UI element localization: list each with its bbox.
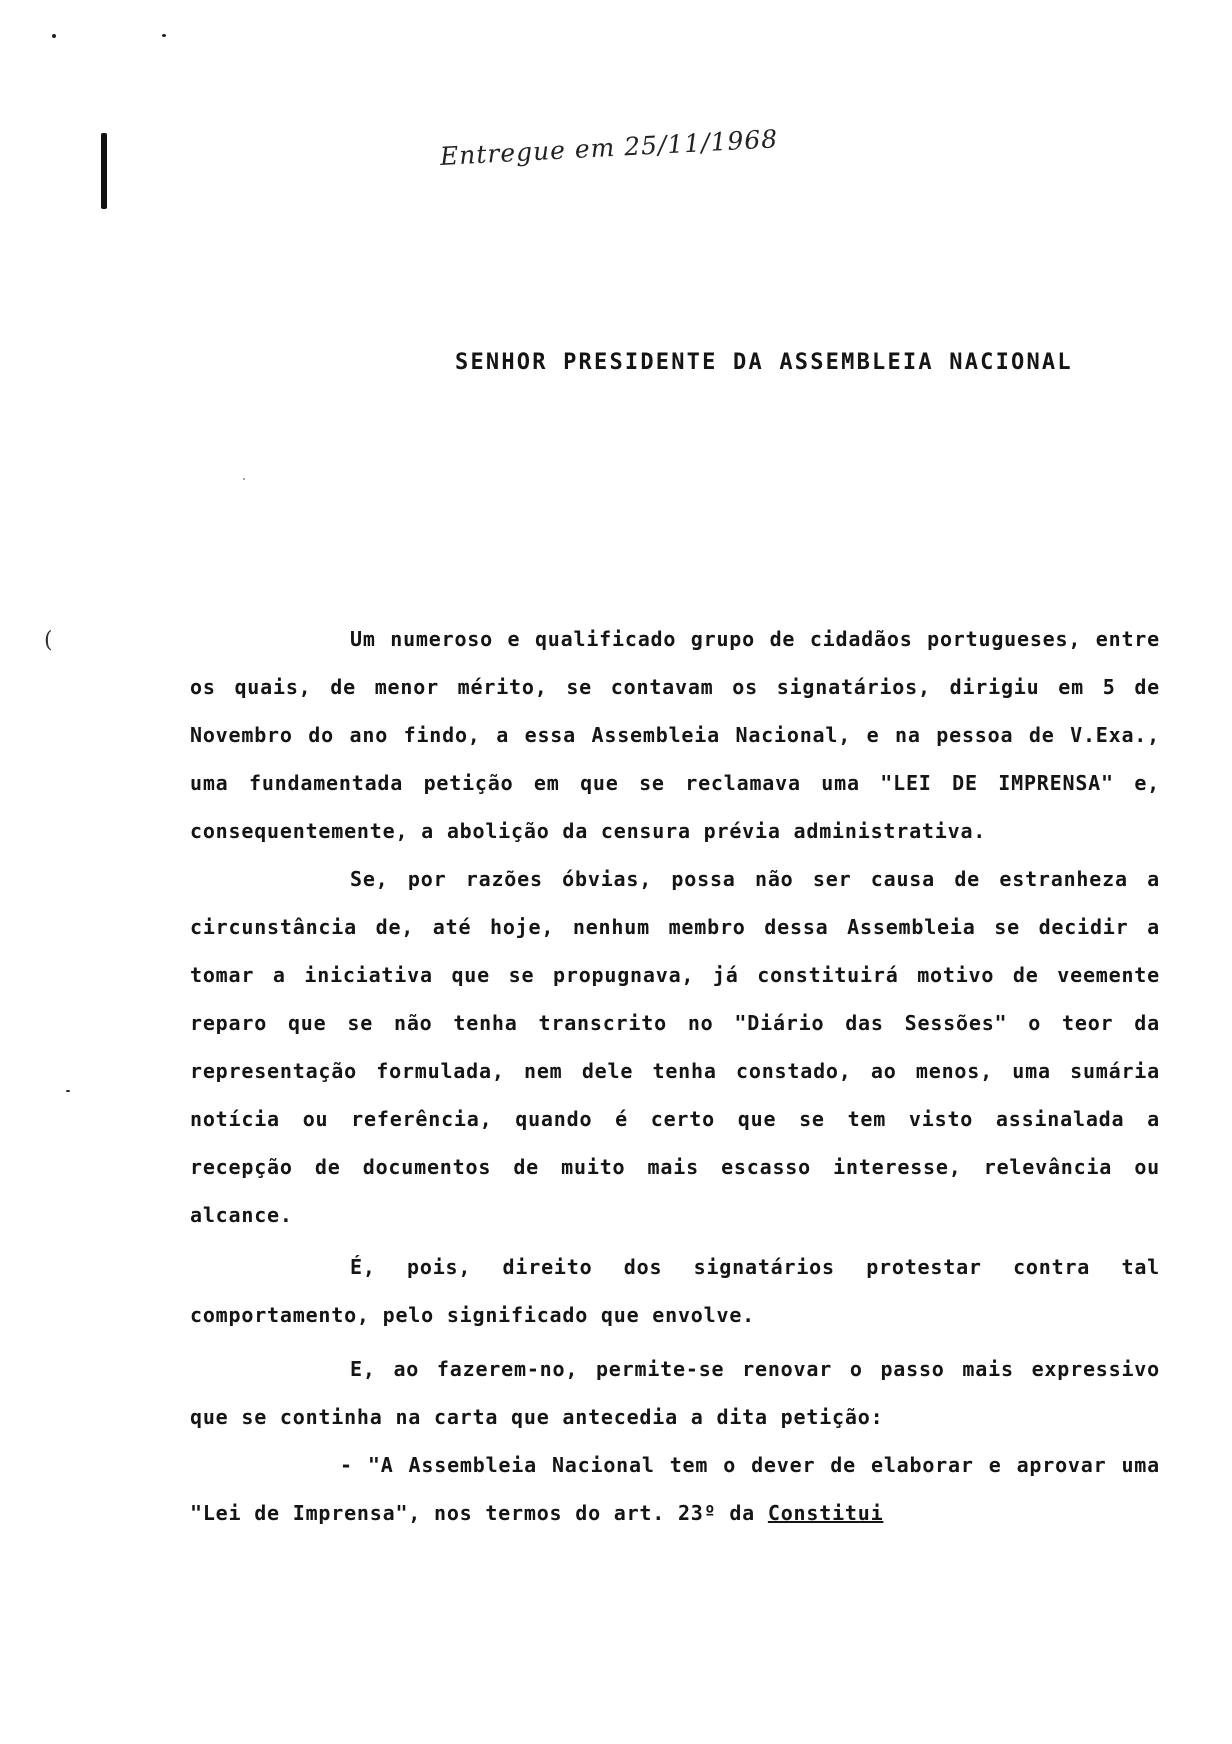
addressee-heading: SENHOR PRESIDENTE DA ASSEMBLEIA NACIONAL <box>455 350 1073 375</box>
paragraph-1: Um numeroso e qualificado grupo de cidadãos portugueses, entre os quais, de menor mérito, se contavam os signatários, dirigiu em 5 de Novembro do ano findo, a essa Assembleia Nacional, e na pessoa de V.Exa., uma fundamentada petição em que se reclamava uma "LEI DE IMPRENSA" e, consequentemente, a abolição da censura prévia administrativa. <box>190 627 1160 843</box>
quotation <box>190 1441 1160 1537</box>
paragraph-3: É, pois, direito dos signatários protestar contra tal comportamento, pelo significado que envolve. <box>190 1255 1160 1327</box>
margin-bar <box>101 133 107 209</box>
quotation-underlined-text: Constitui <box>767 1501 884 1525</box>
handwritten-note: Entregue em 25/11/1968 <box>439 124 779 171</box>
paragraph-4: E, ao fazerem-no, permite-se renovar o passo mais expressivo que se continha na carta que antecedia a dita petição: <box>190 1357 1160 1429</box>
scan-speck <box>52 34 56 38</box>
scan-speck <box>66 1090 70 1092</box>
margin-mark: ( <box>44 628 53 653</box>
scan-speck <box>162 34 166 37</box>
quotation-text: - "A Assembleia Nacional tem o dever de elaborar e aprovar uma "Lei de Imprensa", nos termos do art. 23º da <box>190 1453 1160 1525</box>
scan-speck <box>243 478 245 480</box>
paragraph-2: Se, por razões óbvias, possa não ser causa de estranheza a circunstância de, até hoje, nenhum membro dessa Assembleia se decidir a tomar a iniciativa que se propugnava, já constituirá motivo de veemente reparo que se não tenha transcrito no "Diário das Sessões" o teor da representação formulada, nem dele tenha constado, ao menos, uma sumária notícia ou referência, quando é certo que se tem visto assinalada a recepção de documentos de muito mais escasso interesse, relevância ou alcance. <box>190 867 1160 1227</box>
letter-body <box>190 615 1160 1537</box>
